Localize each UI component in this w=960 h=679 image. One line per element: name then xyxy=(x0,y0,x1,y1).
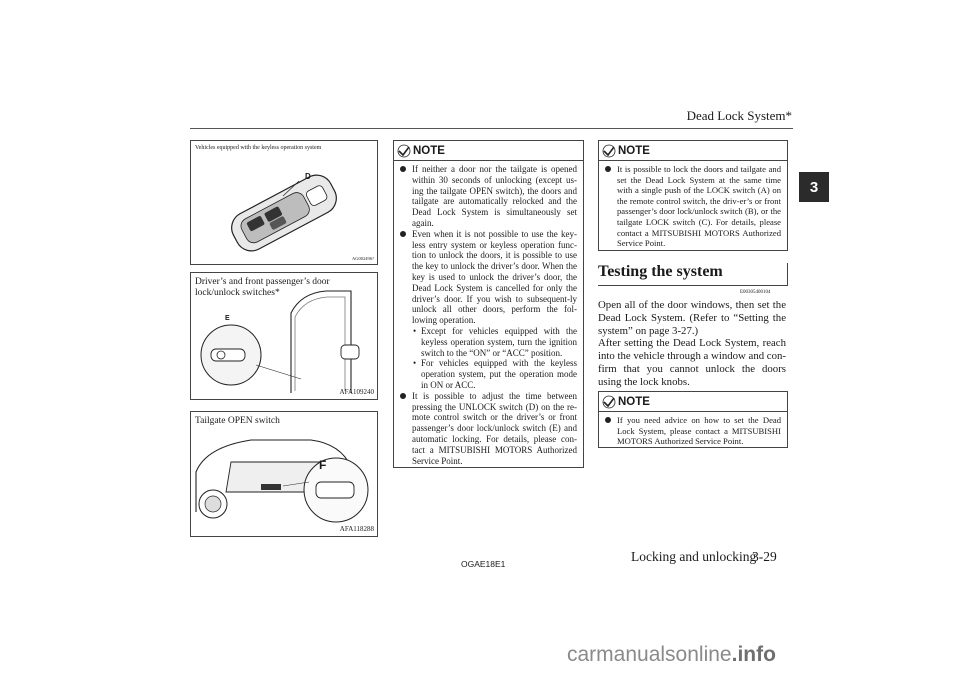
section-code: E00305400104 xyxy=(740,290,771,295)
note-divider xyxy=(599,411,787,412)
tailgate-illustration xyxy=(191,412,377,536)
paragraph: After setting the Dead Lock System, reach into the vehicle through a window and con-firm that you cannot unlock the doors using the lock knobs. xyxy=(598,337,786,388)
subbullet-text: Except for vehicles equipped with the keyless operation system, turn the ignition switch to the “ON” or “ACC” position. xyxy=(421,325,577,358)
paragraph: Open all of the door windows, then set the Dead Lock System. (Refer to “Setting the system” on page 3-27.) xyxy=(598,299,786,337)
section-body xyxy=(598,299,786,389)
subbullet-icon: • xyxy=(413,358,417,369)
footer-code: OGAE18E1 xyxy=(461,559,506,569)
subbullet-text: For vehicles equipped with the keyless operation system, put the operation mode in ON or ACC. xyxy=(421,358,577,390)
note-divider xyxy=(599,160,787,161)
figure-door-switch xyxy=(190,272,378,400)
callout-d: D xyxy=(305,172,311,181)
bullet-icon xyxy=(400,166,406,172)
note-heading xyxy=(602,144,650,158)
bullet-icon xyxy=(400,231,406,237)
key-fob-illustration xyxy=(191,141,377,264)
note-body xyxy=(604,164,781,249)
note-heading xyxy=(602,395,650,409)
note-box xyxy=(598,391,788,448)
note-divider xyxy=(394,160,583,161)
figure-caption: Vehicles equipped with the keyless operation system xyxy=(195,145,322,151)
section-rule xyxy=(598,285,788,286)
watermark xyxy=(567,643,776,667)
note-subbullet xyxy=(399,358,577,390)
subbullet-icon: • xyxy=(413,325,417,336)
note-subbullet xyxy=(399,326,577,358)
watermark-suffix: .info xyxy=(731,643,776,666)
note-label: NOTE xyxy=(618,396,650,408)
figure-caption: Driver’s and front passenger’s door lock/unlock switches* xyxy=(195,277,330,298)
figure-code: AG002496? xyxy=(352,256,374,261)
figure-code: AFA109240 xyxy=(339,388,374,396)
note-check-icon xyxy=(397,144,411,158)
bullet-text: It is possible to adjust the time between pressing the UNLOCK switch (D) on the re-mote control switch or the driver’s or front passenger’s door lock/unlock switch (E) and automatic locking. For details, please con-tact a MITSUBISHI MOTORS Authorized Service Point. xyxy=(412,390,577,466)
note-label: NOTE xyxy=(618,145,650,157)
note-box xyxy=(393,140,584,468)
header-rule xyxy=(190,128,793,129)
figure-caption: Tailgate OPEN switch xyxy=(195,416,280,426)
note-bullet xyxy=(399,391,577,467)
note-label: NOTE xyxy=(413,145,445,157)
bullet-icon xyxy=(605,166,611,172)
figure-tailgate-switch xyxy=(190,411,378,537)
running-header: Dead Lock System* xyxy=(686,108,792,123)
bullet-icon xyxy=(400,393,406,399)
note-body xyxy=(399,164,577,466)
bullet-icon xyxy=(605,417,611,423)
page-number: 3-29 xyxy=(752,549,777,564)
footer-section: Locking and unlocking xyxy=(631,549,757,564)
note-bullet xyxy=(399,229,577,326)
watermark-text: carmanualsonline xyxy=(567,643,732,666)
note-box xyxy=(598,140,788,251)
callout-e: E xyxy=(225,315,230,322)
bullet-text: Even when it is not possible to use the key-less entry system or keyless operation func-tion to unlock the doors, it is possible to use the key to unlock the driver’s door. When the key is used to unlock the driver’s door, the Dead Lock System is cancelled for only the driver’s door. If you wish to subsequent-ly unlock all other doors, perform the fol-lowing operation. xyxy=(412,228,577,326)
section-rule-corner xyxy=(787,263,788,285)
bullet-text: If you need advice on how to set the Dead Lock System, please contact a MITSUBISHI MOTORS Authorized Service Point. xyxy=(617,415,781,447)
note-bullet xyxy=(604,164,781,249)
figure-key-fob xyxy=(190,140,378,265)
note-check-icon xyxy=(602,395,616,409)
bullet-text: It is possible to lock the doors and tailgate and set the Dead Lock System at the same time with a single push of the LOCK switch (A) on the remote control switch, the driv-er’s or front passenger’s door lock/unlock switch (B), or the tailgate LOCK switch (C). For details, please contact a MITSUBISHI MOTORS Authorized Service Point. xyxy=(617,164,781,249)
chapter-tab: 3 xyxy=(799,172,829,202)
callout-f: F xyxy=(319,458,327,472)
section-title: Testing the system xyxy=(598,263,723,280)
note-body xyxy=(604,415,781,447)
figure-code: AFA118288 xyxy=(339,525,374,533)
note-bullet xyxy=(604,415,781,447)
bullet-text: If neither a door nor the tailgate is opened within 30 seconds of unlocking (except us-ing the tailgate OPEN switch), the doors and tailgate are automatically relocked and the Dead Lock System is simultaneously set again. xyxy=(412,164,577,228)
note-heading xyxy=(397,144,445,158)
note-bullet xyxy=(399,164,577,229)
note-check-icon xyxy=(602,144,616,158)
